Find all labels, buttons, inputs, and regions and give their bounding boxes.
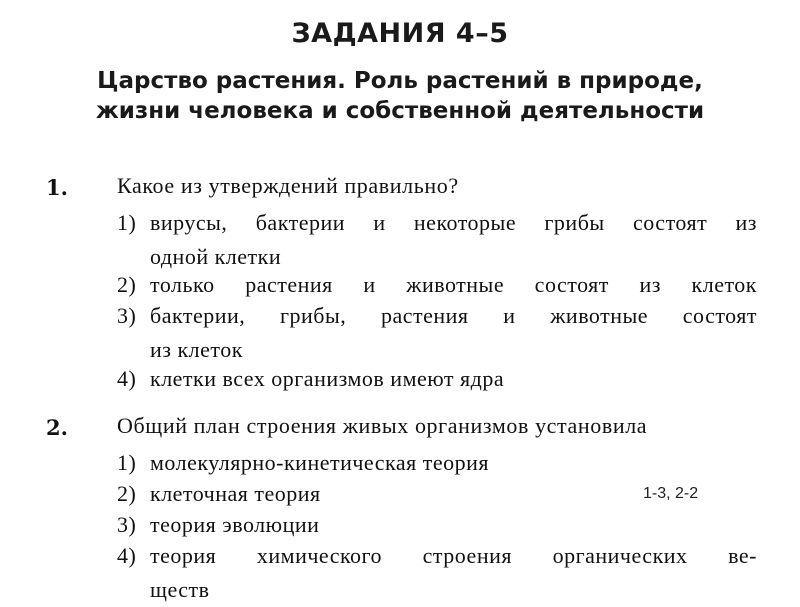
question-2-number: 2. [46,415,68,440]
option-number: 4) [117,366,137,391]
question-1-option-1 [117,206,757,274]
question-1-text: Какое из утверждений правильно? [117,173,459,198]
page-title: ЗАДАНИЯ 4–5 [291,18,509,49]
answer-key-note: 1-3, 2-2 [643,485,699,502]
option-line: теория химического строения органических ве- [150,543,757,568]
page-subtitle [0,66,800,126]
option-number: 4) [117,543,137,568]
option-line: клеточная теория [150,481,321,506]
option-number: 1) [117,210,137,235]
option-line: бактерии, грибы, растения и животные состоят [150,303,757,328]
option-number: 2) [117,272,137,297]
option-line: ществ [150,577,210,602]
option-line: клетки всех организмов имеют ядра [150,366,505,391]
question-2-option-1 [117,446,757,480]
question-2-option-3 [117,508,757,542]
option-number: 3) [117,512,137,537]
option-line: только растения и животные состоят из клеток [150,272,757,297]
option-line: вирусы, бактерии и некоторые грибы состоят из [150,210,757,235]
option-line: теория эволюции [150,512,320,537]
question-2-option-4 [117,539,757,607]
subtitle-line-2: жизни человека и собственной деятельности [95,98,705,124]
subtitle-line-1: Царство растения. Роль растений в природе, [97,68,703,94]
option-number: 3) [117,303,137,328]
option-line: одной клетки [150,244,282,269]
question-1-option-3 [117,299,757,367]
question-1-number: 1. [46,175,68,200]
option-line: из клеток [150,337,243,362]
option-number: 2) [117,481,137,506]
option-line: молекулярно-кинетическая теория [150,450,490,475]
question-1-option-4 [117,362,757,396]
question-1-option-2 [117,268,757,302]
option-number: 1) [117,450,137,475]
question-2-text: Общий план строения живых организмов установила [117,413,648,438]
